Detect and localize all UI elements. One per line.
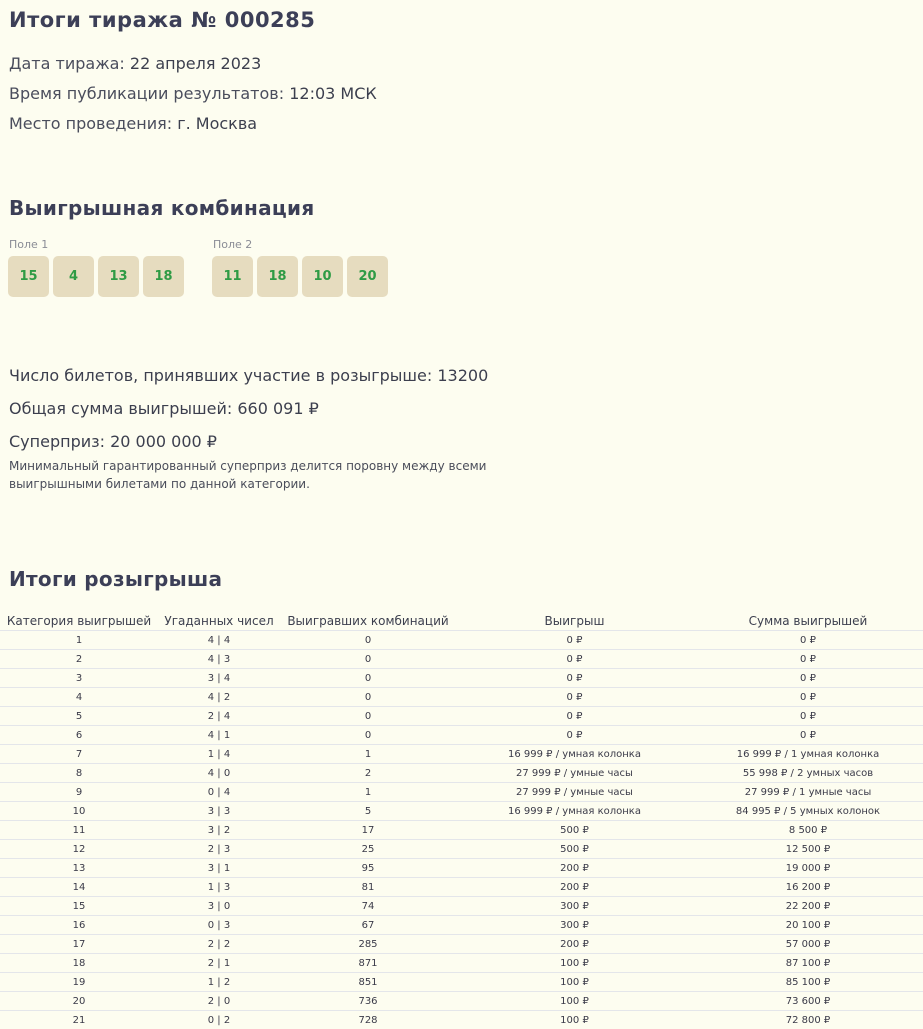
table-row <box>0 954 923 973</box>
field1-balls <box>8 256 184 297</box>
column-header-matched: Угаданных чисел <box>158 611 280 631</box>
matched-cell: 2 | 0 <box>158 992 280 1011</box>
table-row <box>0 745 923 764</box>
total-cell: 84 995 ₽ / 5 умных колонок <box>693 802 923 821</box>
table-row <box>0 897 923 916</box>
prize-cell: 0 ₽ <box>456 688 693 707</box>
prize-cell: 0 ₽ <box>456 707 693 726</box>
total-row <box>9 399 319 418</box>
table-row <box>0 916 923 935</box>
category-cell: 8 <box>0 764 158 783</box>
winners-cell: 0 <box>280 688 456 707</box>
total-cell: 85 100 ₽ <box>693 973 923 992</box>
matched-cell: 3 | 2 <box>158 821 280 840</box>
matched-cell: 4 | 2 <box>158 688 280 707</box>
total-cell: 72 800 ₽ <box>693 1011 923 1029</box>
results-table <box>0 611 923 1029</box>
table-row <box>0 973 923 992</box>
total-cell: 12 500 ₽ <box>693 840 923 859</box>
draw-date-row <box>9 54 261 73</box>
total-cell: 55 998 ₽ / 2 умных часов <box>693 764 923 783</box>
table-row <box>0 878 923 897</box>
prize-cell: 0 ₽ <box>456 631 693 650</box>
table-row <box>0 669 923 688</box>
matched-cell: 1 | 2 <box>158 973 280 992</box>
total-cell: 73 600 ₽ <box>693 992 923 1011</box>
category-cell: 11 <box>0 821 158 840</box>
matched-cell: 3 | 1 <box>158 859 280 878</box>
category-cell: 18 <box>0 954 158 973</box>
ball: 15 <box>8 256 49 297</box>
table-row <box>0 821 923 840</box>
total-cell: 16 999 ₽ / 1 умная колонка <box>693 745 923 764</box>
prize-cell: 300 ₽ <box>456 897 693 916</box>
category-cell: 19 <box>0 973 158 992</box>
category-cell: 16 <box>0 916 158 935</box>
prize-cell: 200 ₽ <box>456 859 693 878</box>
category-cell: 4 <box>0 688 158 707</box>
total-cell: 0 ₽ <box>693 707 923 726</box>
column-header-category: Категория выигрышей <box>0 611 158 631</box>
table-row <box>0 650 923 669</box>
table-row <box>0 783 923 802</box>
prize-cell: 16 999 ₽ / умная колонка <box>456 802 693 821</box>
draw-date-label: Дата тиража: <box>9 54 125 73</box>
winners-cell: 871 <box>280 954 456 973</box>
field2-balls <box>212 256 388 297</box>
ball: 18 <box>143 256 184 297</box>
total-cell: 0 ₽ <box>693 650 923 669</box>
superprize-label: Суперприз: <box>9 432 105 451</box>
total-cell: 0 ₽ <box>693 631 923 650</box>
tickets-label: Число билетов, принявших участие в розыгрыше: <box>9 366 432 385</box>
prize-cell: 500 ₽ <box>456 821 693 840</box>
category-cell: 13 <box>0 859 158 878</box>
winners-cell: 67 <box>280 916 456 935</box>
total-cell: 27 999 ₽ / 1 умные часы <box>693 783 923 802</box>
matched-cell: 4 | 3 <box>158 650 280 669</box>
winners-cell: 2 <box>280 764 456 783</box>
superprize-row <box>9 432 217 451</box>
field1-label: Поле 1 <box>9 238 48 251</box>
winners-cell: 25 <box>280 840 456 859</box>
table-row <box>0 707 923 726</box>
location-label: Место проведения: <box>9 114 172 133</box>
page-title: Итоги тиража № 000285 <box>9 8 315 32</box>
matched-cell: 1 | 3 <box>158 878 280 897</box>
table-row <box>0 802 923 821</box>
publish-time-label: Время публикации результатов: <box>9 84 284 103</box>
category-cell: 9 <box>0 783 158 802</box>
table-row <box>0 992 923 1011</box>
winners-cell: 1 <box>280 745 456 764</box>
prize-cell: 100 ₽ <box>456 954 693 973</box>
prize-cell: 200 ₽ <box>456 935 693 954</box>
total-value: 660 091 ₽ <box>237 399 318 418</box>
category-cell: 21 <box>0 1011 158 1029</box>
prize-cell: 0 ₽ <box>456 726 693 745</box>
category-cell: 7 <box>0 745 158 764</box>
column-header-prize: Выигрыш <box>456 611 693 631</box>
winners-cell: 285 <box>280 935 456 954</box>
total-cell: 8 500 ₽ <box>693 821 923 840</box>
column-header-total: Сумма выигрышей <box>693 611 923 631</box>
matched-cell: 4 | 1 <box>158 726 280 745</box>
table-row <box>0 935 923 954</box>
superprize-value: 20 000 000 ₽ <box>110 432 217 451</box>
prize-cell: 100 ₽ <box>456 1011 693 1029</box>
category-cell: 15 <box>0 897 158 916</box>
category-cell: 2 <box>0 650 158 669</box>
category-cell: 10 <box>0 802 158 821</box>
combination-title: Выигрышная комбинация <box>9 196 315 220</box>
publish-time-row <box>9 84 377 103</box>
column-header-winners: Выигравших комбинаций <box>280 611 456 631</box>
total-cell: 57 000 ₽ <box>693 935 923 954</box>
prize-cell: 27 999 ₽ / умные часы <box>456 764 693 783</box>
table-row <box>0 631 923 650</box>
matched-cell: 4 | 0 <box>158 764 280 783</box>
prize-cell: 100 ₽ <box>456 992 693 1011</box>
tickets-value: 13200 <box>437 366 488 385</box>
field2-label: Поле 2 <box>213 238 252 251</box>
matched-cell: 1 | 4 <box>158 745 280 764</box>
matched-cell: 4 | 4 <box>158 631 280 650</box>
total-cell: 22 200 ₽ <box>693 897 923 916</box>
prize-cell: 0 ₽ <box>456 650 693 669</box>
ball: 18 <box>257 256 298 297</box>
results-body <box>0 631 923 1029</box>
winners-cell: 0 <box>280 669 456 688</box>
prize-cell: 300 ₽ <box>456 916 693 935</box>
category-cell: 12 <box>0 840 158 859</box>
winners-cell: 17 <box>280 821 456 840</box>
winners-cell: 728 <box>280 1011 456 1029</box>
table-row <box>0 764 923 783</box>
total-cell: 19 000 ₽ <box>693 859 923 878</box>
ball: 20 <box>347 256 388 297</box>
winners-cell: 0 <box>280 707 456 726</box>
prize-cell: 16 999 ₽ / умная колонка <box>456 745 693 764</box>
draw-date-value: 22 апреля 2023 <box>130 54 261 73</box>
category-cell: 6 <box>0 726 158 745</box>
total-cell: 0 ₽ <box>693 688 923 707</box>
ball: 4 <box>53 256 94 297</box>
superprize-note: Минимальный гарантированный суперприз делится поровну между всеми выигрышными билетами по данной категории. <box>9 457 529 493</box>
prize-cell: 27 999 ₽ / умные часы <box>456 783 693 802</box>
category-cell: 20 <box>0 992 158 1011</box>
total-cell: 0 ₽ <box>693 669 923 688</box>
winners-cell: 5 <box>280 802 456 821</box>
matched-cell: 2 | 3 <box>158 840 280 859</box>
location-value: г. Москва <box>177 114 257 133</box>
table-row <box>0 1011 923 1029</box>
matched-cell: 2 | 1 <box>158 954 280 973</box>
winners-cell: 74 <box>280 897 456 916</box>
prize-cell: 500 ₽ <box>456 840 693 859</box>
matched-cell: 3 | 0 <box>158 897 280 916</box>
table-row <box>0 688 923 707</box>
winners-cell: 81 <box>280 878 456 897</box>
category-cell: 3 <box>0 669 158 688</box>
matched-cell: 0 | 2 <box>158 1011 280 1029</box>
publish-time-value: 12:03 МСК <box>289 84 377 103</box>
category-cell: 1 <box>0 631 158 650</box>
matched-cell: 0 | 3 <box>158 916 280 935</box>
results-title: Итоги розыгрыша <box>9 567 222 591</box>
category-cell: 17 <box>0 935 158 954</box>
ball: 10 <box>302 256 343 297</box>
table-row <box>0 726 923 745</box>
matched-cell: 3 | 3 <box>158 802 280 821</box>
matched-cell: 3 | 4 <box>158 669 280 688</box>
total-cell: 0 ₽ <box>693 726 923 745</box>
ball: 11 <box>212 256 253 297</box>
ball: 13 <box>98 256 139 297</box>
matched-cell: 0 | 4 <box>158 783 280 802</box>
winners-cell: 851 <box>280 973 456 992</box>
total-cell: 16 200 ₽ <box>693 878 923 897</box>
winners-cell: 736 <box>280 992 456 1011</box>
table-header-row <box>0 611 923 631</box>
total-cell: 87 100 ₽ <box>693 954 923 973</box>
total-cell: 20 100 ₽ <box>693 916 923 935</box>
prize-cell: 0 ₽ <box>456 669 693 688</box>
winners-cell: 0 <box>280 631 456 650</box>
winners-cell: 0 <box>280 726 456 745</box>
table-row <box>0 840 923 859</box>
category-cell: 14 <box>0 878 158 897</box>
matched-cell: 2 | 2 <box>158 935 280 954</box>
prize-cell: 100 ₽ <box>456 973 693 992</box>
tickets-row <box>9 366 488 385</box>
prize-cell: 200 ₽ <box>456 878 693 897</box>
table-row <box>0 859 923 878</box>
category-cell: 5 <box>0 707 158 726</box>
location-row <box>9 114 257 133</box>
winners-cell: 1 <box>280 783 456 802</box>
winners-cell: 0 <box>280 650 456 669</box>
total-label: Общая сумма выигрышей: <box>9 399 232 418</box>
matched-cell: 2 | 4 <box>158 707 280 726</box>
winners-cell: 95 <box>280 859 456 878</box>
